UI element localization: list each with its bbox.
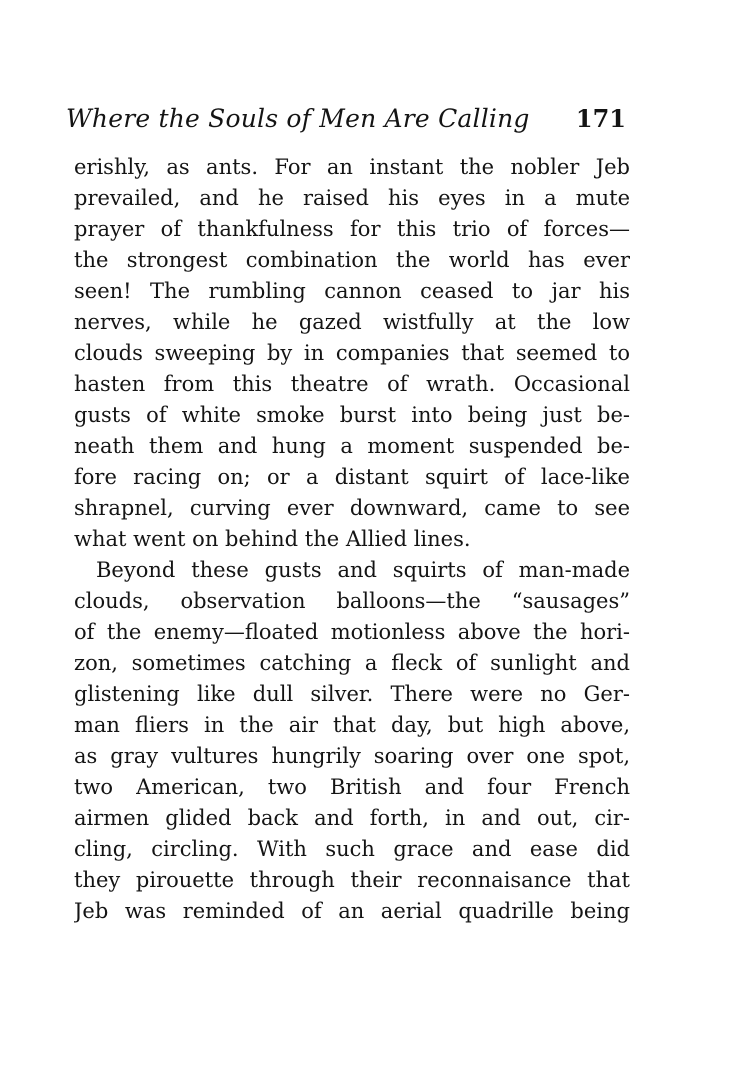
- text-line: seen! The rumbling cannon ceased to jar his: [74, 279, 630, 303]
- text-line: as gray vultures hungrily soaring over one spot,: [74, 744, 630, 768]
- paragraph-first-line: Beyond these gusts and squirts of man-made: [96, 558, 630, 582]
- text-line: hasten from this theatre of wrath. Occasional: [74, 372, 630, 396]
- text-line: of the enemy—floated motionless above the hori-: [74, 620, 630, 644]
- text-line: zon, sometimes catching a fleck of sunlight and: [74, 651, 630, 675]
- page-number: 171: [575, 104, 626, 133]
- text-line: they pirouette through their reconnaisance that: [74, 868, 630, 892]
- running-header: [66, 100, 626, 146]
- text-line: two American, two British and four French: [74, 775, 630, 799]
- text-line: prevailed, and he raised his eyes in a mute: [74, 186, 630, 210]
- text-line: cling, circling. With such grace and ease did: [74, 837, 630, 861]
- text-line: the strongest combination the world has ever: [74, 248, 630, 272]
- paragraph-last-line: what went on behind the Allied lines.: [74, 527, 471, 551]
- text-line: nerves, while he gazed wistfully at the low: [74, 310, 630, 334]
- text-line: airmen glided back and forth, in and out, cir-: [74, 806, 630, 830]
- text-line: Jeb was reminded of an aerial quadrille being: [74, 899, 630, 923]
- text-line: erishly, as ants. For an instant the nobler Jeb: [74, 155, 630, 179]
- text-line: neath them and hung a moment suspended be-: [74, 434, 630, 458]
- text-line: clouds, observation balloons—the “sausages”: [74, 589, 630, 613]
- text-line: shrapnel, curving ever downward, came to see: [74, 496, 630, 520]
- running-header-title: Where the Souls of Men Are Calling: [66, 104, 530, 133]
- text-line: gusts of white smoke burst into being just be-: [74, 403, 630, 427]
- text-line: prayer of thankfulness for this trio of forces—: [74, 217, 630, 241]
- text-line: clouds sweeping by in companies that seemed to: [74, 341, 630, 365]
- text-line: man fliers in the air that day, but high above,: [74, 713, 630, 737]
- body-text: [74, 152, 630, 927]
- text-line: glistening like dull silver. There were no Ger-: [74, 682, 630, 706]
- text-line: fore racing on; or a distant squirt of lace-like: [74, 465, 630, 489]
